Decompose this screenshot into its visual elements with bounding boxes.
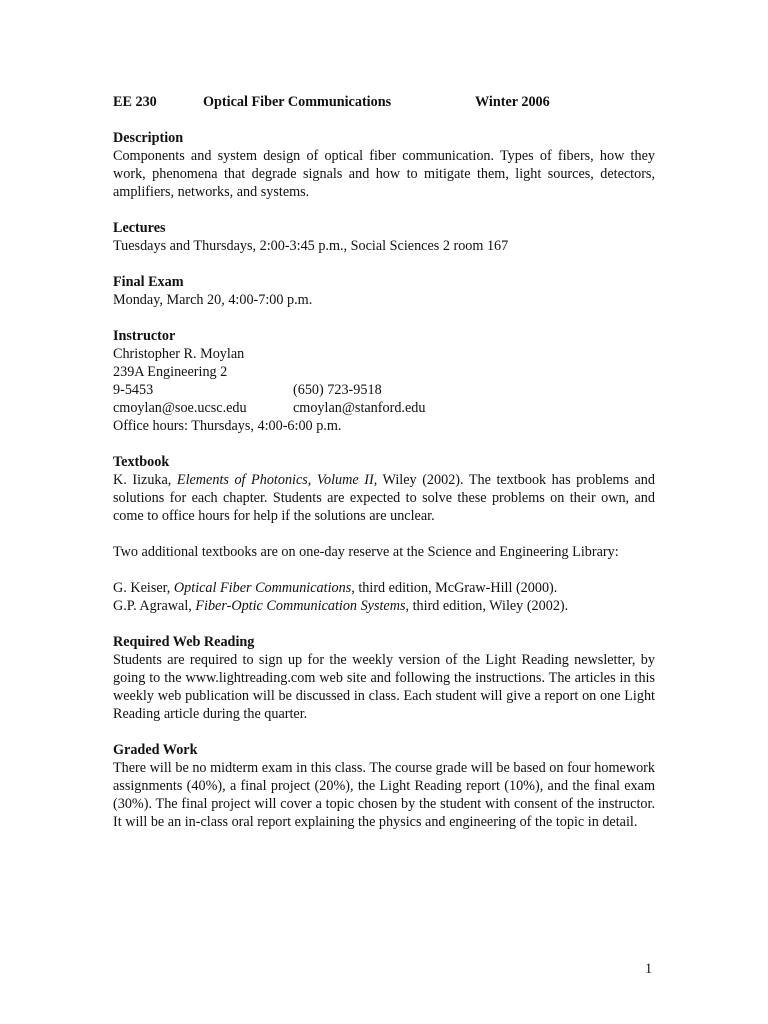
final-exam-heading: Final Exam [113,274,184,290]
course-header [113,93,655,111]
reference-keiser [113,579,655,597]
course-term: Winter 2006 [475,94,550,110]
instructor-heading: Instructor [113,328,176,344]
lectures-section [113,219,655,255]
instructor-email-stanford: cmoylan@stanford.edu [293,400,426,416]
reference-keiser-title: Optical Fiber Communications [173,580,352,596]
instructor-section [113,327,655,435]
description-section [113,129,655,201]
office-hours: Office hours: Thursdays, 4:00-6:00 p.m. [113,418,342,434]
web-reading-section [113,633,655,723]
reference-keiser-details: , third edition, McGraw-Hill (2000). [351,580,558,596]
lectures-text: Tuesdays and Thursdays, 2:00-3:45 p.m., Social Sciences 2 room 167 [113,238,509,254]
course-number: EE 230 [113,94,157,110]
web-reading-text: Students are required to sign up for the weekly version of the Light Reading newsletter, by going to the www.lightreading.com web site and following the instructions. The articles in this weekly web publication will be discussed in class. Each student will give a report on one Light Reading article during the quarter. [113,652,655,722]
final-exam-text: Monday, March 20, 4:00-7:00 p.m. [113,292,313,308]
reference-agrawal-details: , third edition, Wiley (2002). [405,598,569,614]
graded-work-heading: Graded Work [113,742,198,758]
page-number: 1 [645,961,653,977]
course-title: Optical Fiber Communications [203,94,392,110]
reference-agrawal-author: G.P. Agrawal, [113,598,196,614]
textbook-main [113,471,655,525]
lectures-heading: Lectures [113,220,166,236]
textbook-main-title: Elements of Photonics, Volume II [176,472,374,488]
instructor-phones [113,381,655,399]
description-heading: Description [113,130,184,146]
textbook-main-details: , Wiley (2002). The textbook has problems and solutions for each chapter. Students are expected to solve these problems on their own, and come to office hours for help if the solutions are unclear. [113,472,655,524]
reserve-note: Two additional textbooks are on one-day reserve at the Science and Engineering Library: [113,544,619,560]
syllabus-page [113,93,655,831]
reference-agrawal-title: Fiber-Optic Communication Systems [195,598,406,614]
instructor-email-ucsc: cmoylan@soe.ucsc.edu [113,400,247,416]
description-text: Components and system design of optical fiber communication. Types of fibers, how they work, phenomena that degrade signals and how to mitigate them, light sources, detectors, amplifiers, networks, and systems. [113,148,655,200]
reference-keiser-author: G. Keiser, [113,580,174,596]
textbook-section [113,453,655,615]
final-exam-section [113,273,655,309]
web-reading-heading: Required Web Reading [113,634,255,650]
textbook-main-author: K. Iizuka, [113,472,177,488]
graded-work-section [113,741,655,831]
instructor-emails [113,399,655,417]
graded-work-text: There will be no midterm exam in this class. The course grade will be based on four homework assignments (40%), a final project (20%), the Light Reading report (10%), and the final exam (30%). The final project will cover a topic chosen by the student with consent of the instructor. It will be an in-class oral report explaining the physics and engineering of the topic in detail. [113,760,655,830]
instructor-phone-campus: 9-5453 [113,382,154,398]
instructor-office: 239A Engineering 2 [113,364,228,380]
textbook-heading: Textbook [113,454,170,470]
reference-agrawal [113,597,655,615]
instructor-name: Christopher R. Moylan [113,346,245,362]
instructor-phone-stanford: (650) 723-9518 [293,382,382,398]
